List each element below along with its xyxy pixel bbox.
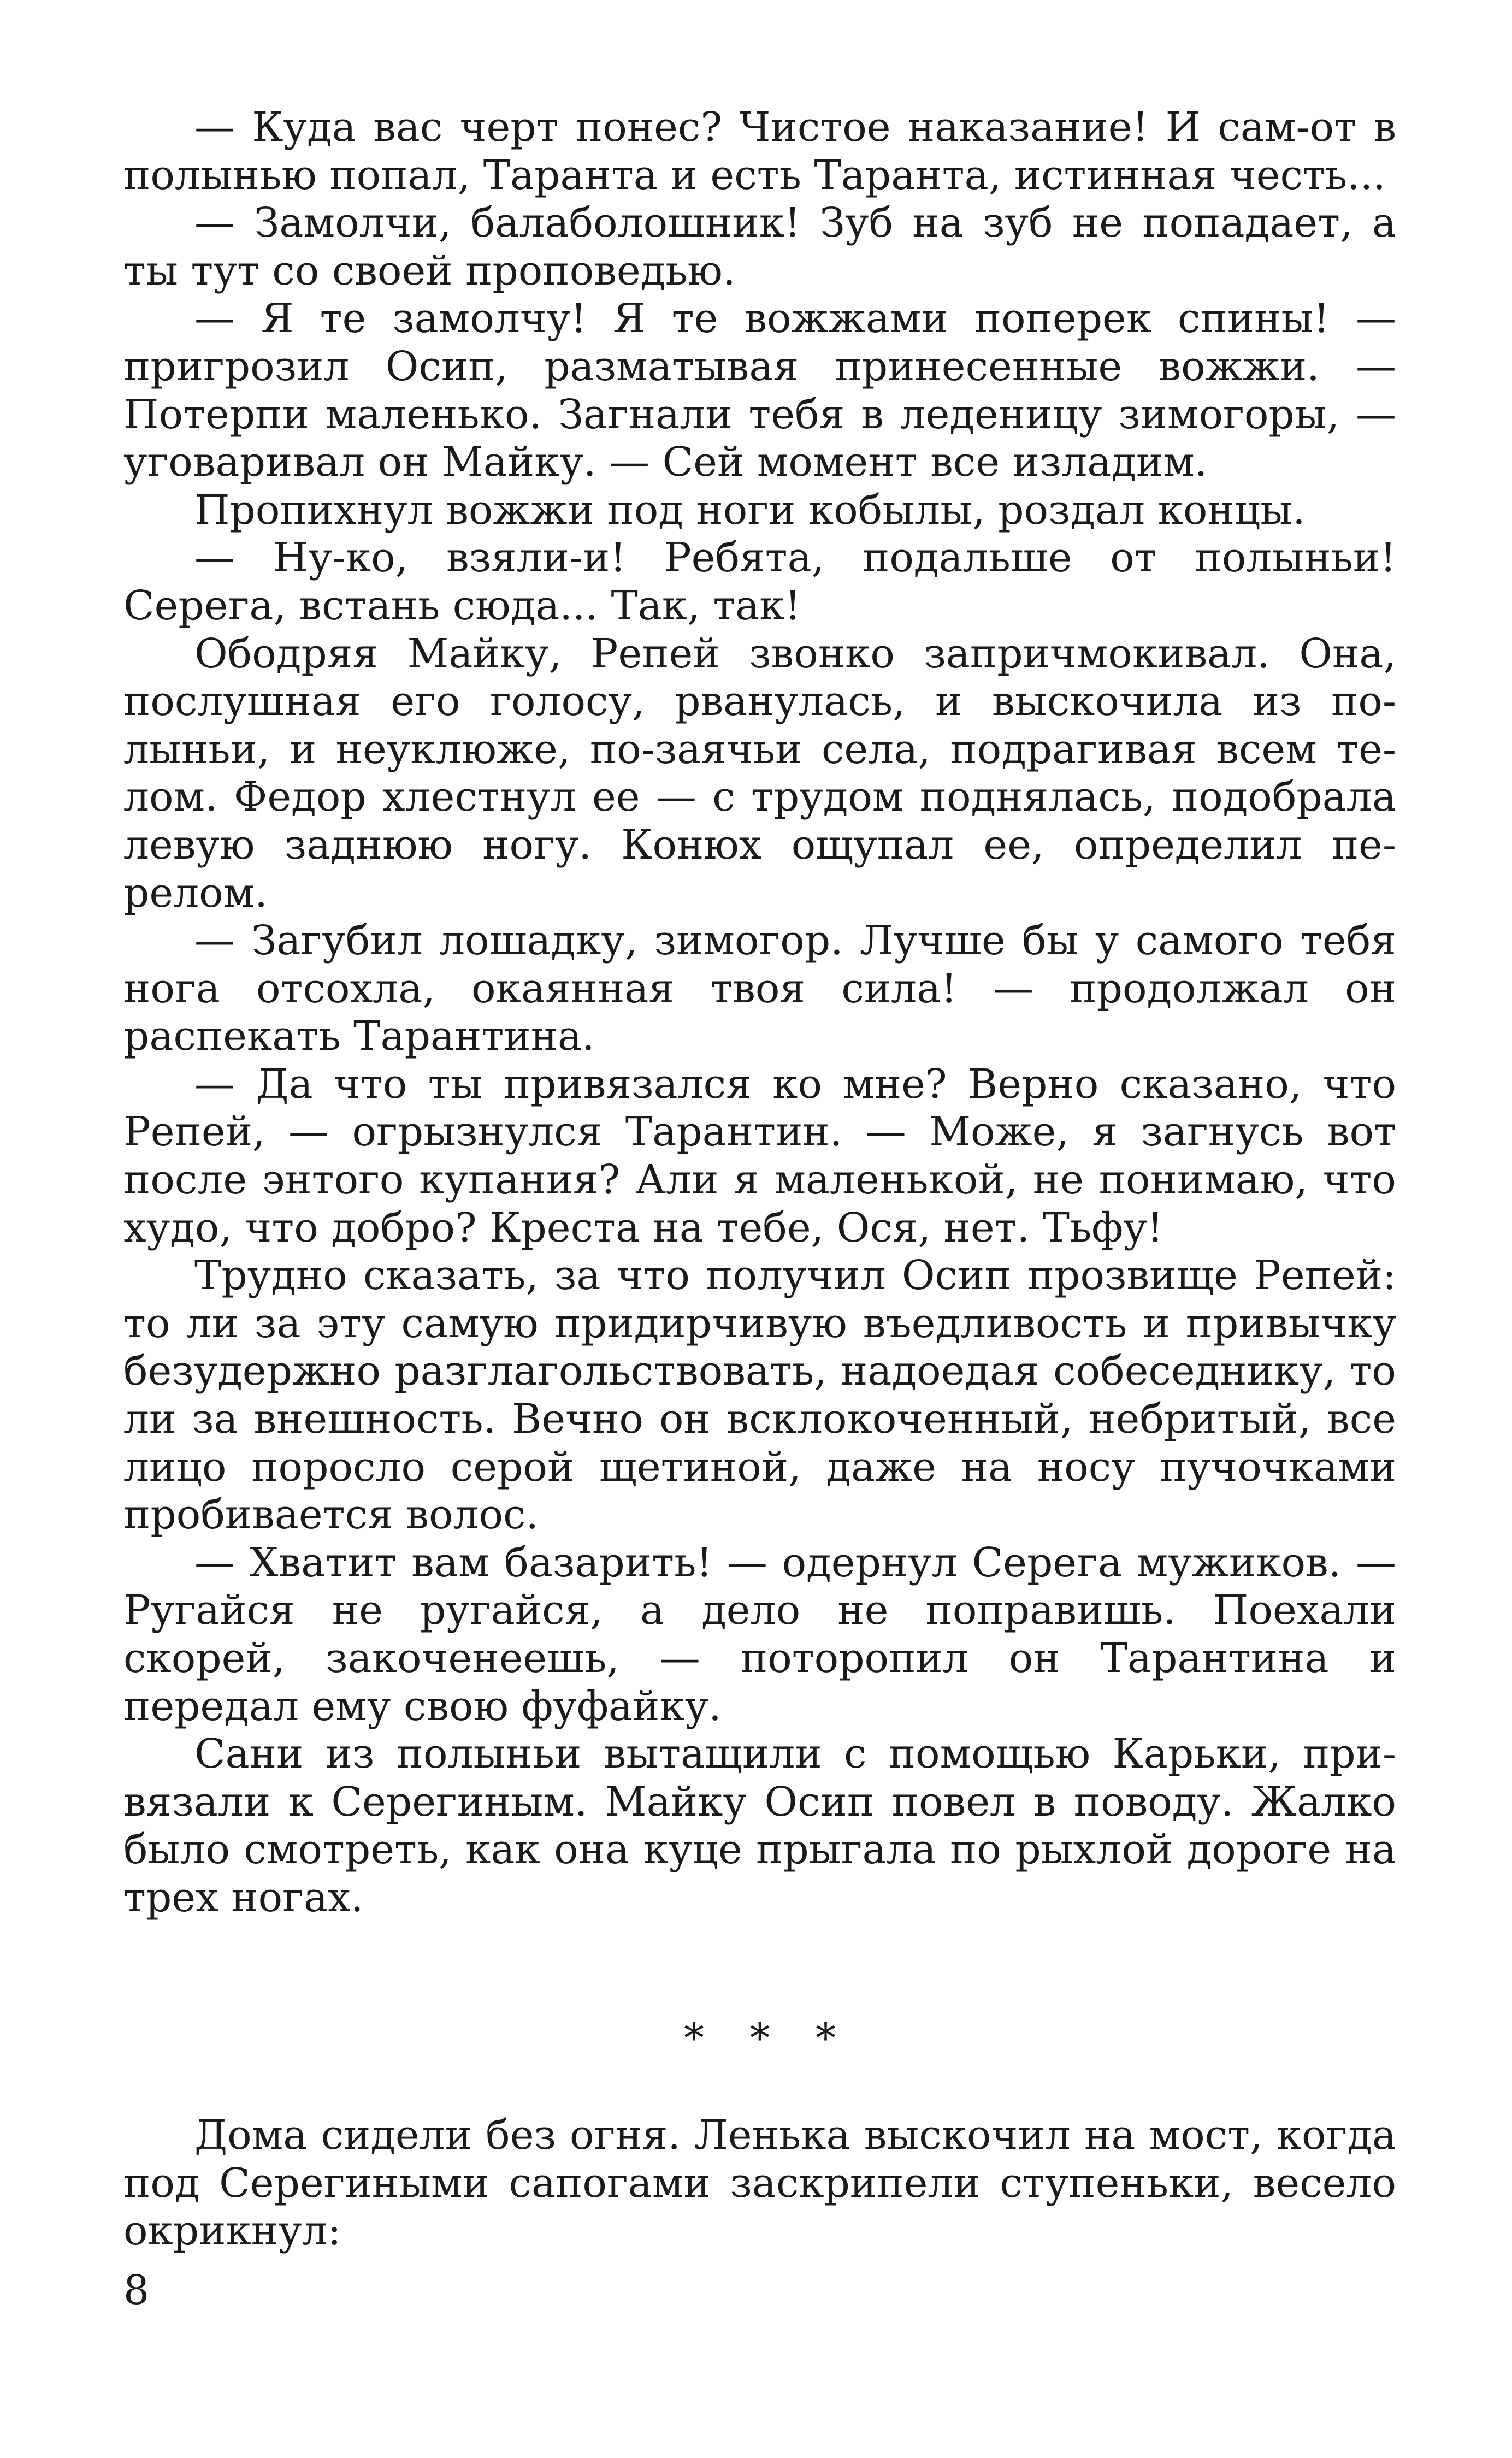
paragraph: Пропихнул вожжи под ноги кобылы, роздал концы. — [194, 486, 1306, 534]
body-text — [123, 104, 1396, 1922]
paragraph: — Я те замолчу! Я те вожжами поперек спины! — пригрозил Осип, разматывая принесенные вожжи. — Потерпи маленько. Загнали тебя в леденицу зимогоры, — уговаривал он Майку. — Сей момент все изладим. — [123, 295, 1396, 486]
book-page — [123, 104, 1396, 2398]
paragraph: — Замолчи, балаболошник! Зуб на зуб не попадает, а ты тут со своей проповедью. — [123, 199, 1396, 294]
paragraph: Ободряя Майку, Репей звонко запричмокивал. Она, послушная его голосу, рванулась, и выскочила из полыньи, и неуклюже, по-заячьи села, подрагивая всем телом. Федор хлестнул ее — с трудом поднялась, подобрала левую заднюю ногу. Конюх ощупал ее, определил перелом. — [123, 630, 1396, 917]
section-separator: * * * — [683, 2014, 853, 2062]
paragraph: Дома сидели без огня. Ленька выскочил на мост, когда под Серегиными сапогами заскрипели ступеньки, весело окрикнул: — [123, 2112, 1396, 2255]
paragraph: Трудно сказать, за что получил Осип прозвище Репей: то ли за эту самую придирчивую въедливость и привычку безудержно разглагольствовать, надоедая собеседнику, то ли за внешность. Вечно он всклокоченный, небритый, все лицо поросло серой щетиной, даже на носу пучочками пробивается волос. — [123, 1252, 1396, 1539]
paragraph: — Хватит вам базарить! — одернул Серега мужиков. — Ругайся не ругайся, а дело не поправишь. Поехали скорей, закоченеешь, — поторопил он Тарантина и передал ему свою фуфайку. — [123, 1539, 1396, 1730]
page-number: 8 — [123, 2267, 150, 2314]
paragraph: — Ну-ко, взяли-и! Ребята, подальше от полыньи! Серега, встань сюда... Так, так! — [123, 534, 1396, 629]
paragraph: — Загубил лошадку, зимогор. Лучше бы у самого тебя нога отсохла, окаянная твоя сила! — продолжал он распекать Тарантина. — [123, 917, 1396, 1060]
paragraph: — Куда вас черт понес? Чистое наказание! И сам-от в полынью попал, Таранта и есть Таранта, истинная честь... — [123, 104, 1396, 199]
paragraph: — Да что ты привязался ко мне? Верно сказано, что Репей, — огрызнулся Тарантин. — Може, я загнусь вот после энтого купания? Али я маленькой, не понимаю, что худо, что добро? Креста на тебе, Ося, нет. Тьфу! — [123, 1060, 1396, 1251]
body-text-continued — [123, 2112, 1396, 2255]
paragraph: Сани из полыньи вытащили с помощью Карьки, привязали к Серегиным. Майку Осип повел в поводу. Жалко было смотреть, как она куце прыгала по рыхлой дороге на трех ногах. — [123, 1730, 1396, 1921]
